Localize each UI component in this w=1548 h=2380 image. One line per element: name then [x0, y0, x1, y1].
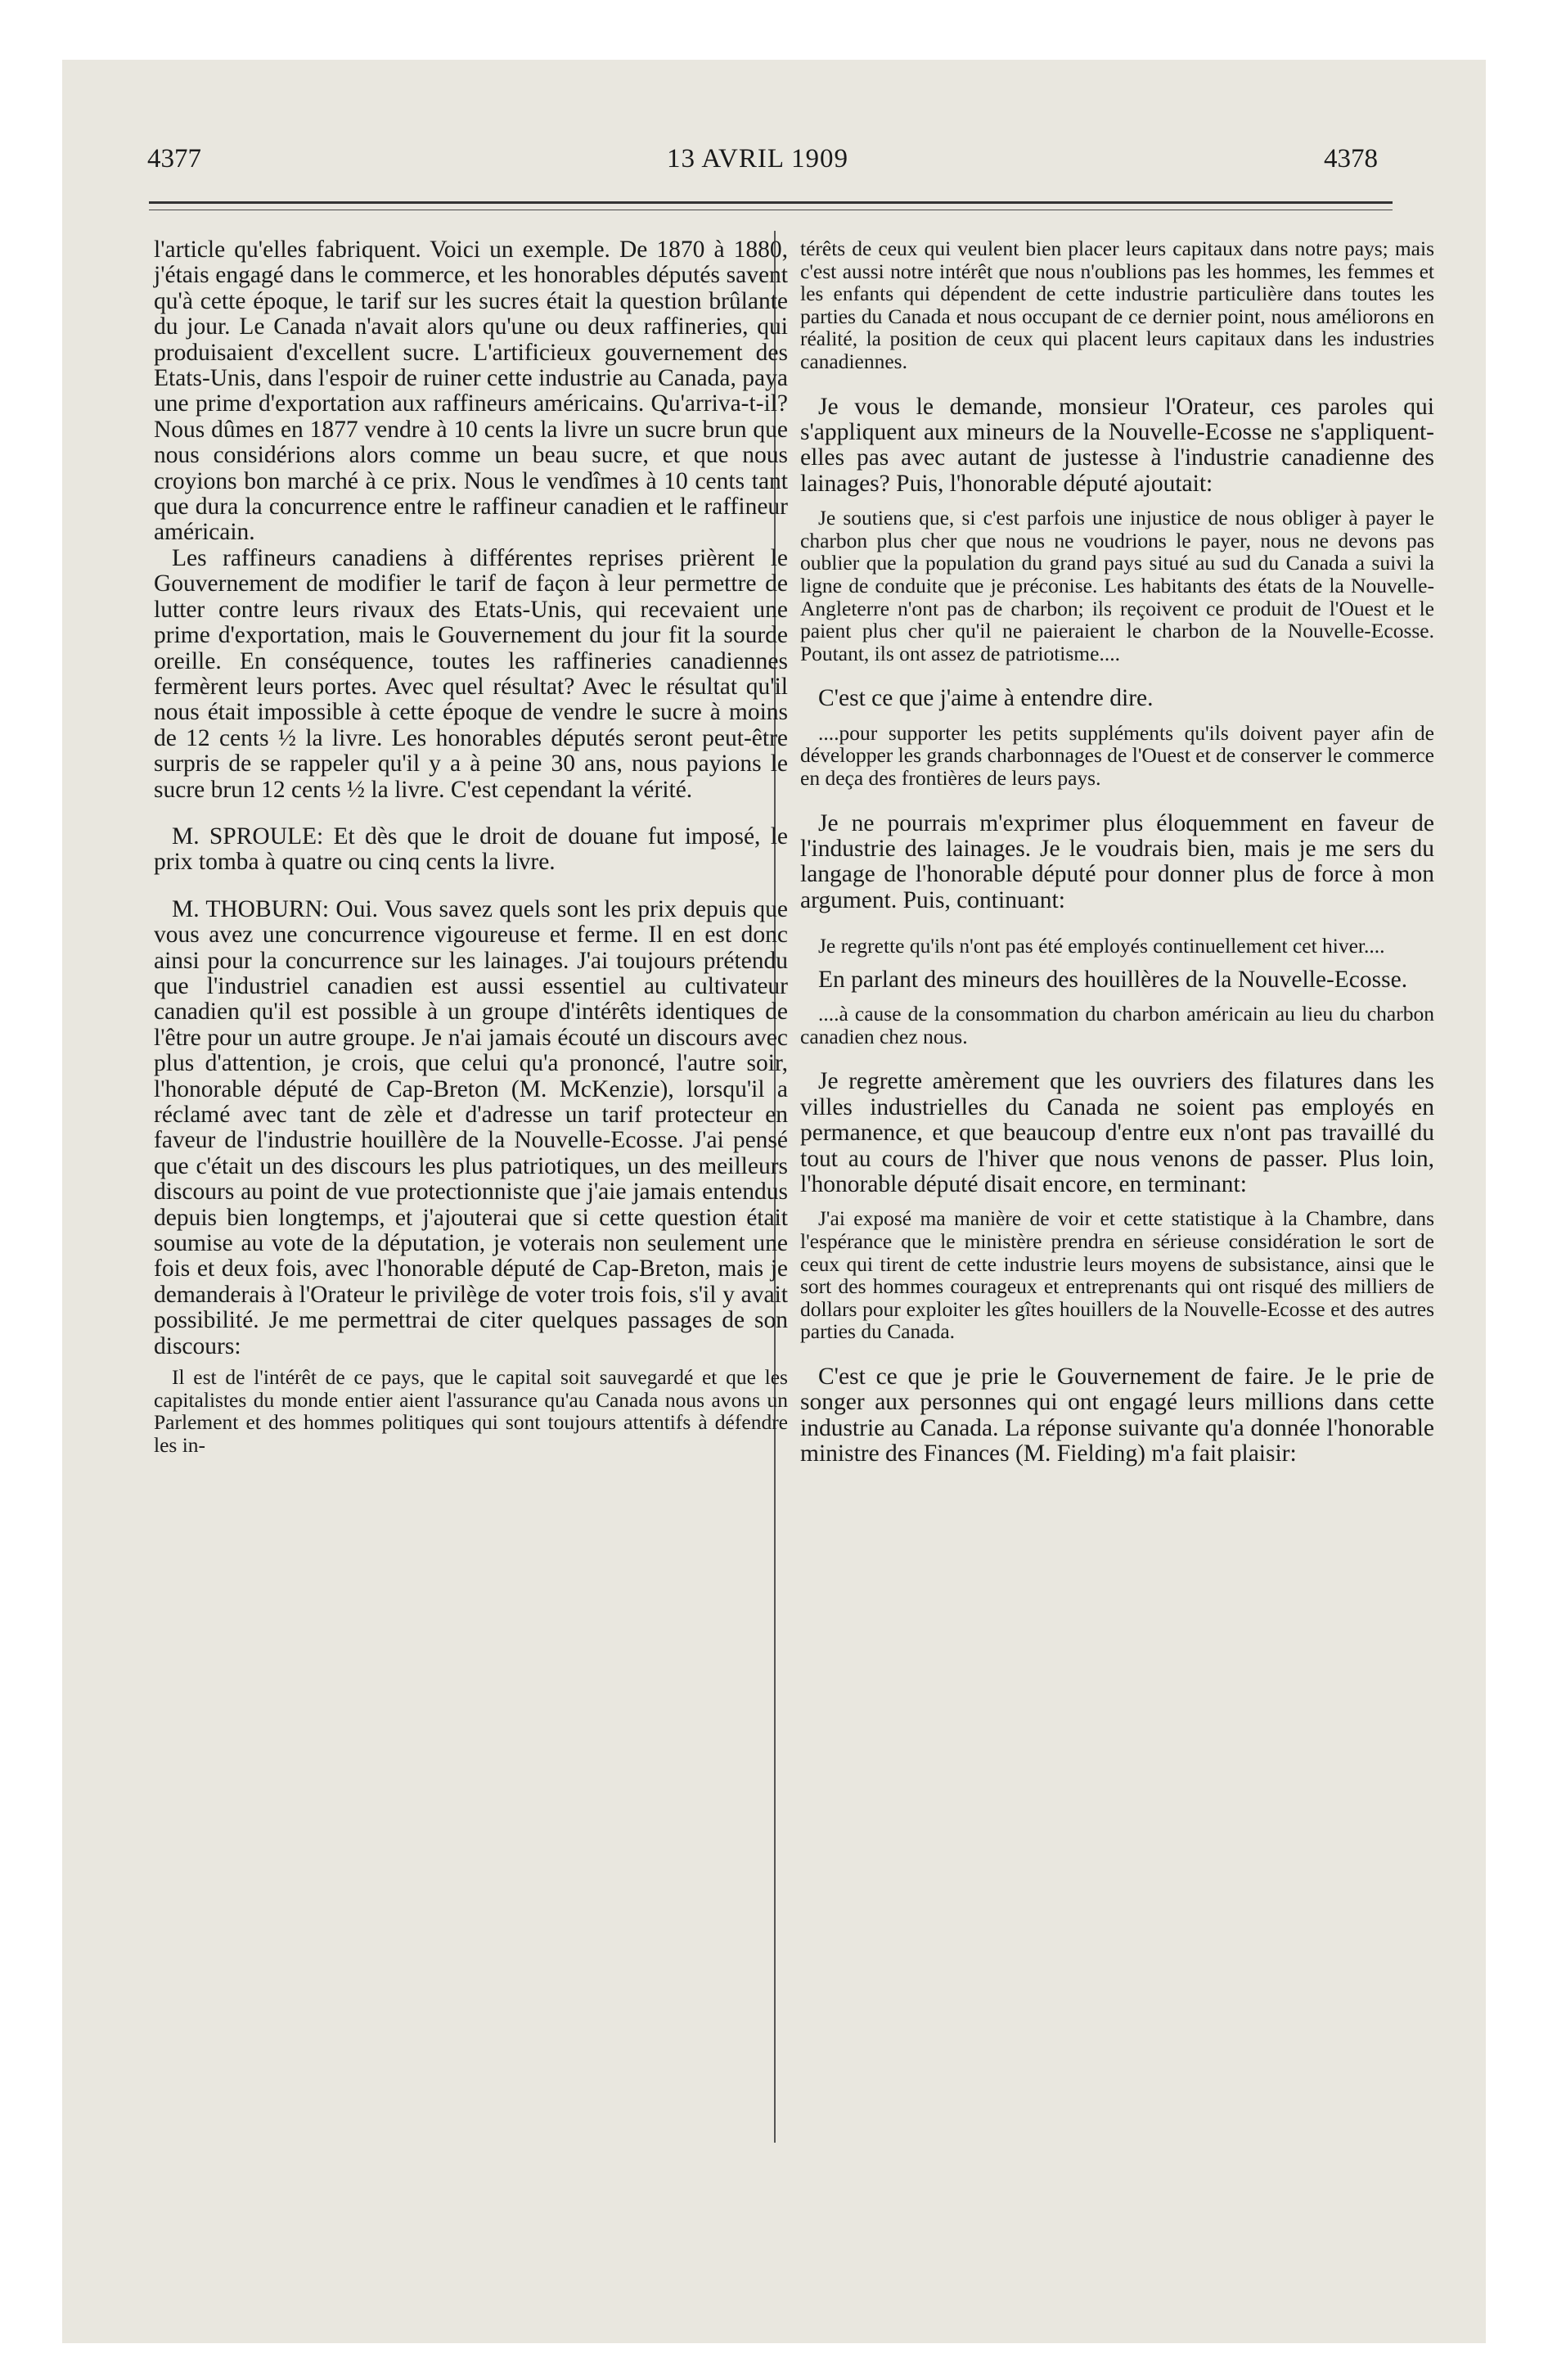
left-column — [154, 237, 788, 1456]
right-quote-2: Je soutiens que, si c'est parfois une injustice de nous obliger à payer le charbon plus cher que nous ne voudrions le payer, nous ne devons pas oublier que la population du grand pays situé au sud du Canada a suivi la ligne de conduite que je préconise. Les habitants des états de la Nouvelle-Angleterre n'ont pas de charbon; ils reçoivent ce produit de l'Ouest et le paient plus cher qu'il ne paieraient le charbon de la Nouvelle-Ecosse. Poutant, ils ont assez de patriotisme.... — [800, 506, 1434, 665]
right-quote-6: J'ai exposé ma manière de voir et cette statistique à la Chambre, dans l'espérance que le ministère prendra en sérieuse considération le sort de ceux qui tirent de cette industrie leurs moyens de subsistance, ainsi que le sort des hommes courageux et entreprenants qui ont risqué des milliers de dollars pour exploiter les gîtes houillers de la Nouvelle-Ecosse et des autres parties du Canada. — [800, 1206, 1434, 1344]
right-paragraph-3: Je ne pourrais m'exprimer plus éloquemment en faveur de l'industrie des lainages. Je le voudrais bien, mais je me sers du langage de l'honorable député pour donner plus de force à mon argument. Puis, continuant: — [800, 809, 1434, 913]
right-paragraph-6: C'est ce que je prie le Gouvernement de faire. Je le prie de songer aux personnes qui ont engagé leurs millions dans cette industrie au Canada. La réponse suivante qu'a donnée l'honorable ministre des Finances (M. Fielding) m'a fait plaisir: — [800, 1363, 1434, 1467]
speaker-thoburn: M. THOBURN: Oui. Vous savez quels sont les prix depuis que vous avez une concurrence vigoureuse et ferme. Il en est donc ainsi pour la concurrence sur les lainages. J'ai toujours prétendu que l'industriel canadien est aussi essentiel au cultivateur canadien qu'il est possible à un groupe d'intérêts identiques de l'être pour un autre groupe. Je n'ai jamais écouté un discours avec plus d'attention, je crois, que celui qu'a prononcé, l'autre soir, l'honorable député de Cap-Breton (M. McKenzie), lorsqu'il a réclamé avec tant de zèle et d'adresse un tarif protecteur en faveur de l'industrie houillère de la Nouvelle-Ecosse. J'ai pensé que c'était un des discours les plus patriotiques, un des meilleurs discours au point de vue protectionniste que j'aie jamais entendus depuis bien longtemps, et j'ajouterai que si cette question était soumise au vote de la députation, je voterais non seulement une fois et deux fois, avec l'honorable député de Cap-Breton, mais je demanderais à l'Orateur le privilège de voter trois fois, s'il y avait possibilité. Je me permettrai de citer quelques passages de son discours: — [154, 895, 788, 1359]
left-paragraph-2: Les raffineurs canadiens à différentes reprises prièrent le Gouvernement de modifier le tarif de façon à leur permettre de lutter contre leurs rivaux des Etats-Unis, qui recevaient une prime d'exportation, mais le Gouvernement du jour fit la sourde oreille. En conséquence, toutes les raffineries canadiennes fermèrent leurs portes. Avec quel résultat? Avec le résultat qu'il nous était impossible à cette époque de vendre le sucre à moins de 12 cents ½ la livre. Les honorables députés seront peut-être surpris de se rappeler qu'il y a à peine 30 ans, nous payions le sucre brun 12 cents ½ la livre. C'est cependant la vérité. — [154, 544, 788, 803]
right-paragraph-5: Je regrette amèrement que les ouvriers des filatures dans les villes industrielles du Canada ne soient pas employés en permanence, et que beaucoup d'entre eux n'ont pas travaillé du tout au cours de l'hiver que nous venons de passer. Plus loin, l'honorable député disait encore, en terminant: — [800, 1068, 1434, 1197]
right-quote-1: térêts de ceux qui veulent bien placer leurs capitaux dans notre pays; mais c'est aussi notre intérêt que nous n'oublions pas les hommes, les femmes et les enfants qui dépendent de cette industrie particulière dans toutes les parties du Canada et nous occupant de ce dernier point, nous améliorons en réalité, la position de ceux qui placent leurs capitaux dans les industries canadiennes. — [800, 237, 1434, 373]
left-quote-1: Il est de l'intérêt de ce pays, que le capital soit sauvegardé et que les capitalistes du monde entier aient l'assurance qu'au Canada nous avons un Parlement et des hommes politiques qui sont toujours attentifs à défendre les in- — [154, 1365, 788, 1457]
right-paragraph-2: C'est ce que j'aime à entendre dire. — [818, 685, 1154, 712]
speaker-sproule: M. SPROULE: Et dès que le droit de douane fut imposé, le prix tomba à quatre ou cinq cents la livre. — [154, 823, 788, 876]
header-rule-top — [149, 201, 1393, 204]
right-quote-4: Je regrette qu'ils n'ont pas été employés continuellement cet hiver.... — [818, 934, 1385, 958]
right-column — [800, 237, 1434, 1489]
right-quote-3: ....pour supporter les petits suppléments qu'ils doivent payer afin de développer les grands charbonnages de l'Ouest et de conserver le commerce en deça des frontières de leurs pays. — [800, 720, 1434, 790]
right-quote-5: ....à cause de la consommation du charbon américain au lieu du charbon canadien chez nous. — [800, 1002, 1434, 1048]
left-page-number: 4377 — [147, 144, 201, 174]
right-paragraph-4: En parlant des mineurs des houillères de la Nouvelle-Ecosse. — [818, 966, 1408, 993]
page-date: 13 AVRIL 1909 — [667, 144, 849, 174]
right-paragraph-1: Je vous le demande, monsieur l'Orateur, ces paroles qui s'appliquent aux mineurs de la Nouvelle-Ecosse ne s'appliquent-elles pas avec autant de justesse à l'industrie canadienne des lainages? Puis, l'honorable député ajoutait: — [800, 393, 1434, 497]
right-page-number: 4378 — [1324, 144, 1378, 174]
left-paragraph-1: l'article qu'elles fabriquent. Voici un exemple. De 1870 à 1880, j'étais engagé dans le commerce, et les honorables députés savent qu'à cette époque, le tarif sur les sucres était la question brûlante du jour. Le Canada n'avait alors qu'une ou deux raffineries, qui produisaient d'excellent sucre. L'artificieux gouvernement des Etats-Unis, dans l'espoir de ruiner cette industrie au Canada, paya une prime d'exportation aux raffineurs américains. Qu'arriva-t-il? Nous dûmes en 1877 vendre à 10 cents la livre un sucre brun que nous considérions alors comme un beau sucre, et que nous croyions bon marché à ce prix. Nous le vendîmes à 10 cents tant que dura la concurrence entre le raffineur canadien et le raffineur américain. — [154, 237, 788, 546]
